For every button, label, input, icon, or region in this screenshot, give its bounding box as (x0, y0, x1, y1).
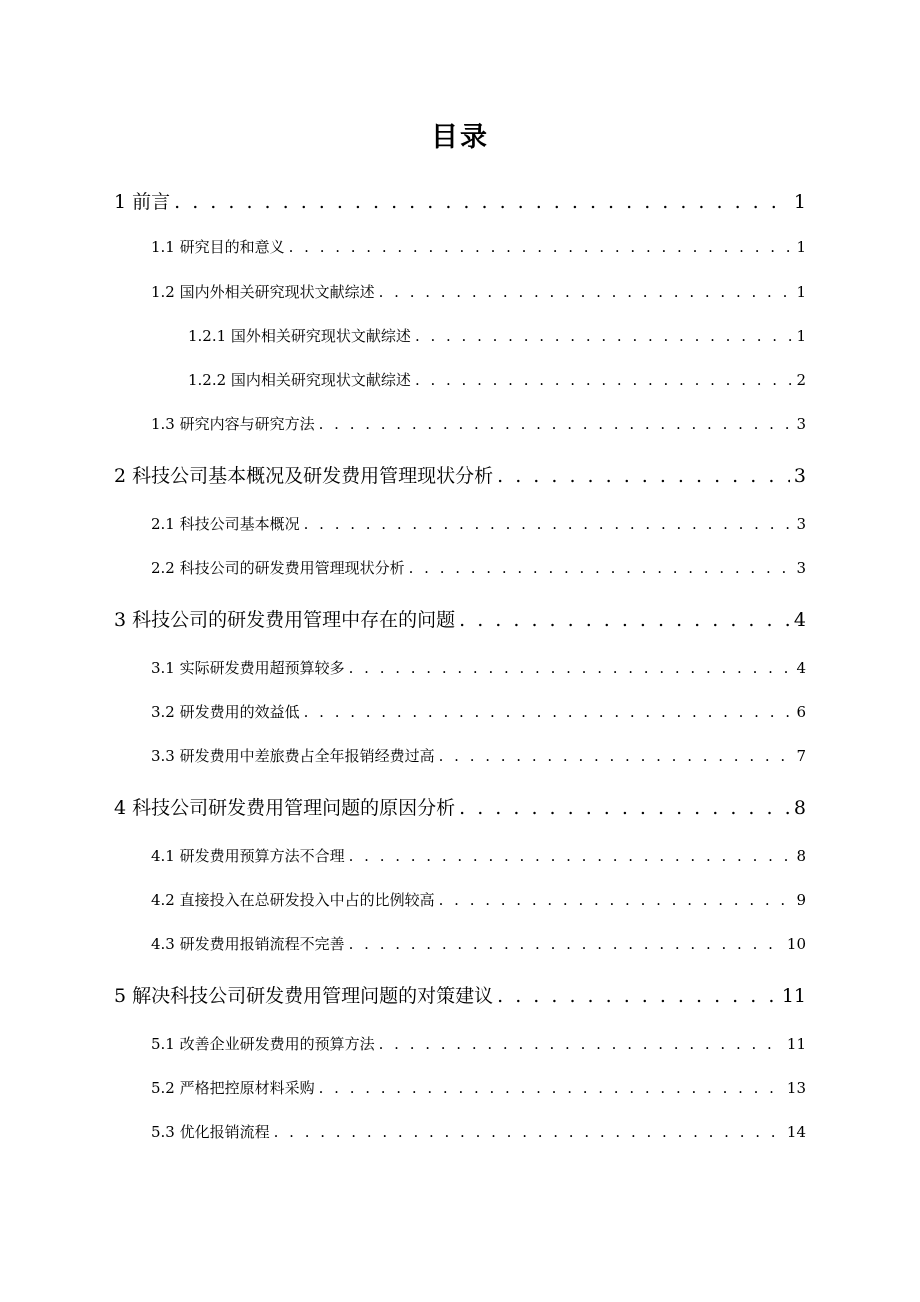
toc-dot-leader (274, 1123, 783, 1141)
toc-entry[interactable] (114, 605, 806, 632)
toc-page-number: 14 (786, 1123, 806, 1141)
toc-page-number: 8 (796, 847, 806, 865)
toc-dot-leader (319, 415, 793, 433)
toc-entry[interactable] (151, 513, 806, 534)
toc-entry-text: 4.2 直接投入在总研发投入中占的比例较高 (151, 891, 435, 909)
toc-entry[interactable] (188, 369, 806, 390)
toc-entry[interactable] (151, 745, 806, 766)
toc-entry-text: 1.2.1 国外相关研究现状文献综述 (188, 327, 411, 345)
toc-page-number: 9 (796, 891, 806, 909)
toc-entry[interactable] (151, 1033, 806, 1054)
toc-page-number: 1 (796, 283, 806, 301)
toc-entry[interactable] (151, 413, 806, 434)
toc-dot-leader (459, 609, 790, 631)
toc-dot-leader (289, 238, 793, 256)
toc-entry[interactable] (151, 236, 806, 257)
toc-entry[interactable] (151, 1121, 806, 1142)
toc-entry[interactable] (151, 557, 806, 578)
toc-page-number: 8 (793, 797, 806, 819)
toc-entry-text: 4.3 研发费用报销流程不完善 (151, 935, 345, 953)
toc-page-number: 3 (796, 415, 806, 433)
toc-entry-text: 1.2.2 国内相关研究现状文献综述 (188, 371, 411, 389)
toc-page-number: 11 (786, 1035, 806, 1053)
toc-dot-leader (439, 747, 793, 765)
toc-page-number: 4 (796, 659, 806, 677)
toc-entry[interactable] (151, 889, 806, 910)
toc-dot-leader (459, 797, 790, 819)
toc-entry-text: 5.3 优化报销流程 (151, 1123, 270, 1141)
toc-page-number: 1 (793, 191, 806, 213)
toc-page-number: 3 (796, 515, 806, 533)
toc-entry[interactable] (114, 187, 806, 214)
toc-dot-leader (349, 935, 783, 953)
toc-entry[interactable] (151, 701, 806, 722)
toc-page-number: 3 (796, 559, 806, 577)
toc-dot-leader (349, 847, 793, 865)
toc-entry-text: 5.1 改善企业研发费用的预算方法 (151, 1035, 375, 1053)
toc-entry-text: 1.2 国内外相关研究现状文献综述 (151, 283, 375, 301)
toc-entry-text: 1 前言 (114, 191, 171, 213)
toc-dot-leader (415, 327, 793, 345)
toc-entry-text: 4 科技公司研发费用管理问题的原因分析 (114, 797, 456, 819)
toc-page-number: 6 (796, 703, 806, 721)
toc-entry-text: 5 解决科技公司研发费用管理问题的对策建议 (114, 985, 494, 1007)
toc-dot-leader (304, 515, 793, 533)
toc-entry-text: 5.2 严格把控原材料采购 (151, 1079, 315, 1097)
toc-entry-text: 3 科技公司的研发费用管理中存在的问题 (114, 609, 456, 631)
toc-entry[interactable] (188, 325, 806, 346)
toc-page-number: 1 (796, 327, 806, 345)
toc-dot-leader (497, 985, 778, 1007)
toc-entry[interactable] (151, 281, 806, 302)
toc-dot-leader (497, 465, 790, 487)
toc-page-number: 4 (793, 609, 806, 631)
toc-page-number: 2 (796, 371, 806, 389)
toc-page-number: 10 (786, 935, 806, 953)
toc-entry-text: 2 科技公司基本概况及研发费用管理现状分析 (114, 465, 494, 487)
toc-dot-leader (349, 659, 793, 677)
toc-dot-leader (439, 891, 793, 909)
toc-page-number: 1 (796, 238, 806, 256)
toc-title: 目录 (431, 122, 489, 153)
toc-entry-text: 3.2 研发费用的效益低 (151, 703, 300, 721)
toc-entry[interactable] (151, 657, 806, 678)
toc-dot-leader (379, 1035, 783, 1053)
toc-dot-leader (174, 191, 790, 213)
toc-entry[interactable] (151, 1077, 806, 1098)
toc-dot-leader (379, 283, 793, 301)
toc-entry-text: 3.3 研发费用中差旅费占全年报销经费过高 (151, 747, 435, 765)
toc-dot-leader (319, 1079, 783, 1097)
toc-entry-text: 1.3 研究内容与研究方法 (151, 415, 315, 433)
toc-entry-text: 4.1 研发费用预算方法不合理 (151, 847, 345, 865)
toc-entry[interactable] (114, 793, 806, 820)
toc-dot-leader (304, 703, 793, 721)
toc-page-number: 13 (786, 1079, 806, 1097)
toc-page-number: 7 (796, 747, 806, 765)
toc-page-number: 3 (793, 465, 806, 487)
toc-entry-text: 1.1 研究目的和意义 (151, 238, 285, 256)
toc-entry-text: 2.1 科技公司基本概况 (151, 515, 300, 533)
toc-page-number: 11 (781, 985, 806, 1007)
toc-entry-text: 2.2 科技公司的研发费用管理现状分析 (151, 559, 405, 577)
toc-entry-text: 3.1 实际研发费用超预算较多 (151, 659, 345, 677)
toc-entry[interactable] (151, 933, 806, 954)
toc-dot-leader (415, 371, 793, 389)
toc-entry[interactable] (114, 461, 806, 488)
toc-entry[interactable] (114, 981, 806, 1008)
toc-dot-leader (409, 559, 793, 577)
toc-entry[interactable] (151, 845, 806, 866)
